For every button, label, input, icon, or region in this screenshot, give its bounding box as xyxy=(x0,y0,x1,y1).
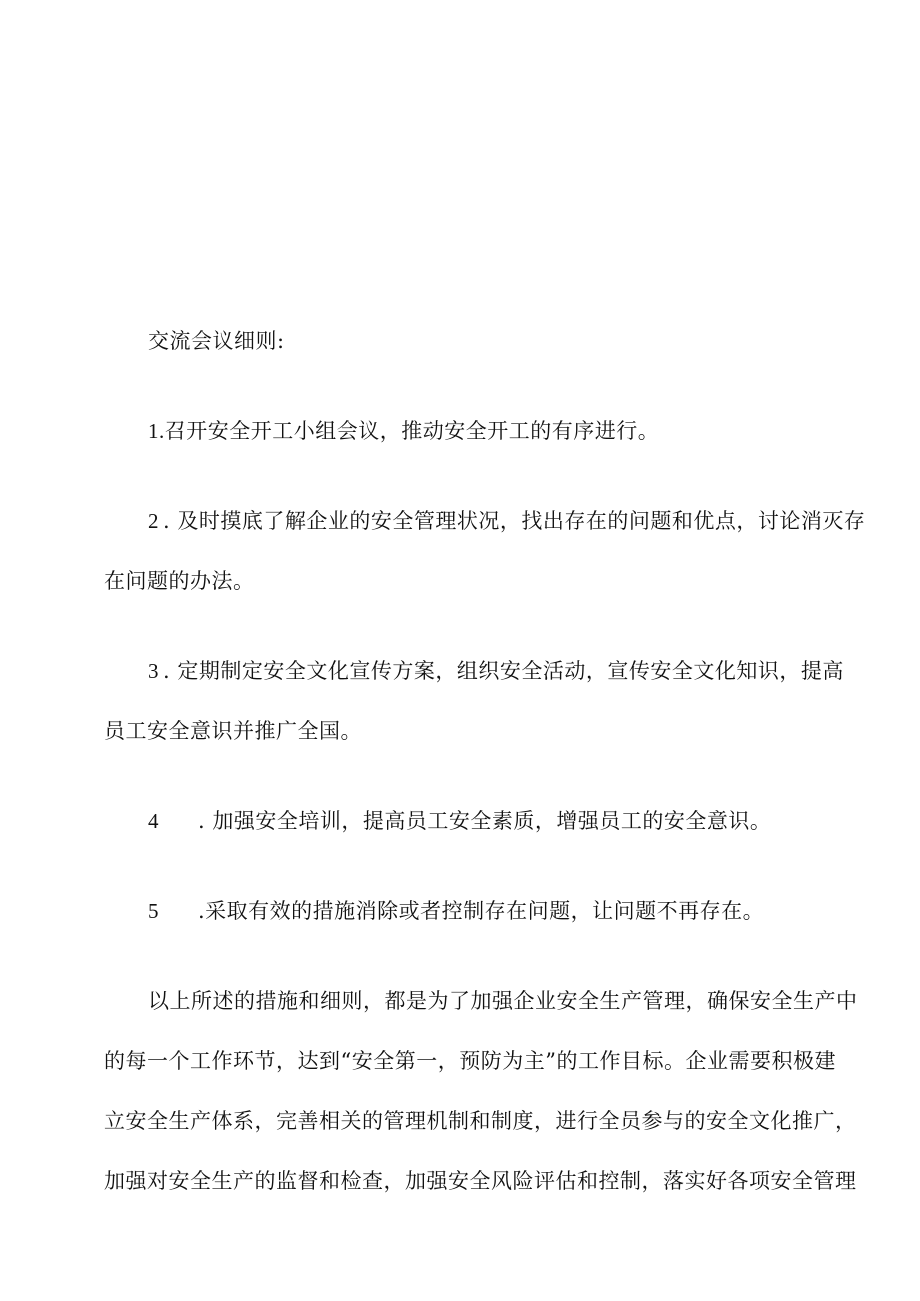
item-text: . 及时摸底了解企业的安全管理状况，找出存在的问题和优点，讨论消灭存 xyxy=(163,509,866,533)
conclusion-line: 以上所述的措施和细则，都是为了加强企业安全生产管理，确保安全生产中 xyxy=(148,989,858,1013)
item-text: .采取有效的措施消除或者控制存在问题，让问题不再存在。 xyxy=(198,899,765,923)
conclusion-line: 加强对安全生产的监督和检查，加强安全风险评估和控制，落实好各项安全管理 xyxy=(104,1169,857,1193)
item-number: 1. xyxy=(148,419,165,443)
conclusion-line: 的每一个工作环节，达到“安全第一，预防为主”的工作目标。企业需要积极建 xyxy=(104,1049,836,1073)
list-item-continuation: 在问题的办法。 xyxy=(104,569,255,593)
item-number: 2 xyxy=(148,509,159,533)
list-item xyxy=(148,898,764,924)
list-item xyxy=(148,418,659,444)
item-text: . 定期制定安全文化宣传方案，组织安全活动，宣传安全文化知识，提高 xyxy=(163,659,844,683)
item-number: 3 xyxy=(148,659,159,683)
section-heading: 交流会议细则: xyxy=(148,329,285,353)
list-item xyxy=(148,808,771,834)
list-item-continuation: 员工安全意识并推广全国。 xyxy=(104,719,362,743)
item-number: 4 xyxy=(148,809,159,833)
item-number: 5 xyxy=(148,899,159,923)
list-item xyxy=(148,508,866,534)
item-text: 召开安全开工小组会议，推动安全开工的有序进行。 xyxy=(164,419,660,443)
item-text: . 加强安全培训，提高员工安全素质，增强员工的安全意识。 xyxy=(198,809,772,833)
conclusion-line: 立安全生产体系，完善相关的管理机制和制度，进行全员参与的安全文化推广， xyxy=(104,1109,857,1133)
list-item xyxy=(148,658,844,684)
